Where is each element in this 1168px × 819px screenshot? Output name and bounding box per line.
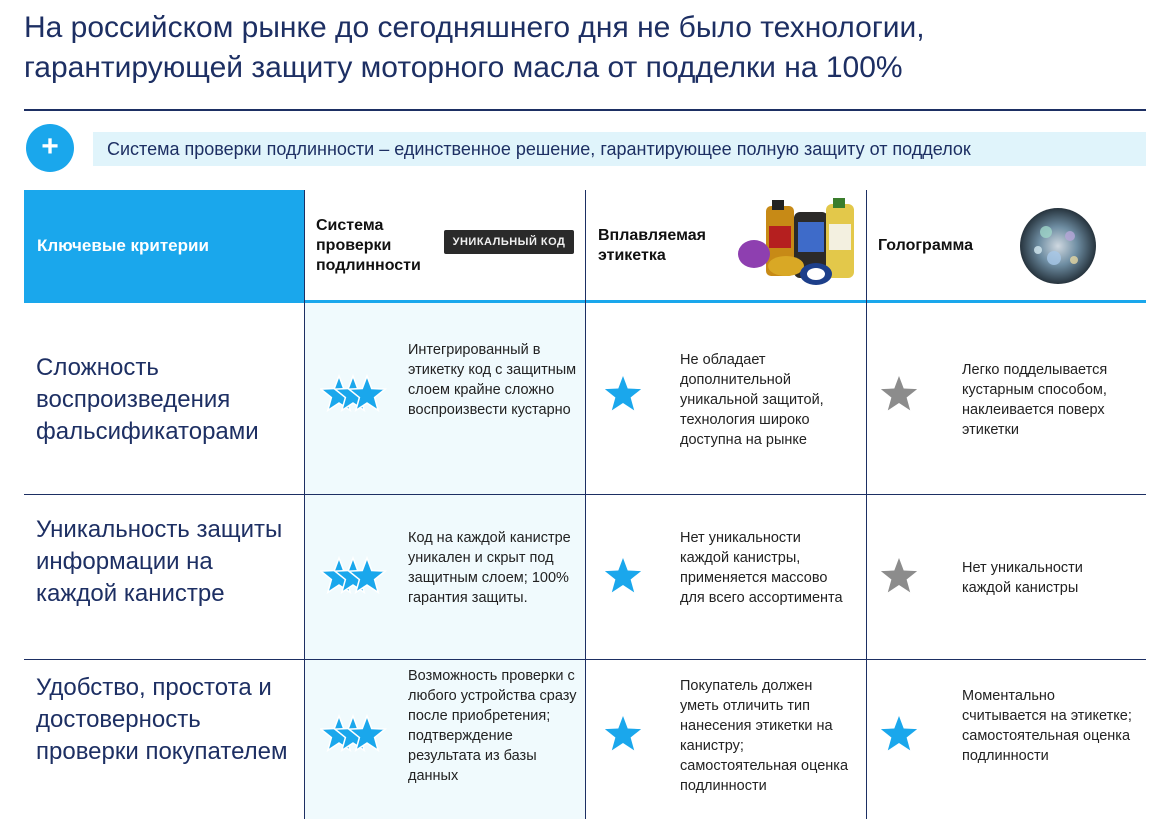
row2-col2-text: Нет уникальности каждой канистры, применяется массово для всего ассортимента	[680, 530, 843, 606]
star-icon	[605, 558, 641, 592]
rating-3-1	[320, 714, 390, 754]
rating-1-2	[604, 374, 644, 414]
row1-col3-text: Легко подделывается кустарным способом, наклеивается поверх этикетки	[962, 362, 1108, 438]
header-col-fused-label	[598, 190, 738, 302]
header-col1-label: Система проверки подлинности	[316, 217, 421, 274]
star-icon	[605, 716, 641, 750]
rating-2-3	[880, 556, 920, 596]
rating-2-2	[604, 556, 644, 596]
unique-code-badge: УНИКАЛЬНЫЙ КОД	[444, 230, 574, 254]
header-key-criteria: Ключевые критерии	[24, 190, 304, 302]
criterion-2: Уникальность защиты информации на каждой канистре	[36, 516, 283, 607]
rating-1-3	[880, 374, 920, 414]
star-icon	[881, 558, 917, 592]
star-icon	[605, 376, 641, 410]
column-divider	[866, 190, 867, 819]
header-col2-label: Вплавляемая этикетка	[598, 227, 706, 264]
row-divider	[24, 494, 1146, 495]
hologram-icon	[1018, 206, 1098, 286]
star-icon	[881, 376, 917, 410]
row2-col1-text: Код на каждой канистре уникален и скрыт под защитным слоем; 100% гарантия защиты.	[408, 530, 571, 606]
row2-col3-text: Нет уникальности каждой канистры	[962, 560, 1083, 596]
plus-icon: +	[26, 124, 74, 172]
row3-col3-text: Моментально считывается на этикетке; самостоятельная оценка подлинности	[962, 688, 1132, 764]
row-divider	[24, 659, 1146, 660]
column-divider	[585, 190, 586, 819]
row3-col1-text: Возможность проверки с любого устройства сразу после приобретения; подтверждение результата из базы данных	[408, 668, 577, 784]
rating-3-3	[880, 714, 920, 754]
title-divider	[24, 109, 1146, 111]
rating-3-2	[604, 714, 644, 754]
oil-products-image	[736, 196, 860, 288]
rating-2-1	[320, 556, 390, 596]
banner-text: Система проверки подлинности – единственное решение, гарантирующее полную защиту от подделок	[93, 132, 1146, 166]
page-title: На российском рынке до сегодняшнего дня не было технологии, гарантирующей защиту моторного масла от подделки на 100%	[24, 11, 925, 84]
header-col3-label: Голограмма	[878, 237, 974, 254]
row1-col2-text: Не обладает дополнительной уникальной защитой, технология широко доступна на рынке	[680, 352, 824, 448]
star-icon	[881, 716, 917, 750]
row1-col1-text: Интегрированный в этикетку код с защитным слоем крайне сложно воспроизвести кустарно	[408, 342, 577, 418]
row3-col2-text: Покупатель должен уметь отличить тип нанесения этикетки на канистру; самостоятельная оценка подлинности	[680, 678, 849, 794]
header-col-authenticity	[316, 190, 446, 302]
criterion-3: Удобство, простота и достоверность проверки покупателем	[36, 674, 288, 765]
rating-1-1	[320, 374, 390, 414]
criterion-1: Сложность воспроизведения фальсификаторами	[36, 354, 259, 445]
header-col-hologram	[878, 190, 1008, 302]
column-divider	[304, 190, 305, 819]
